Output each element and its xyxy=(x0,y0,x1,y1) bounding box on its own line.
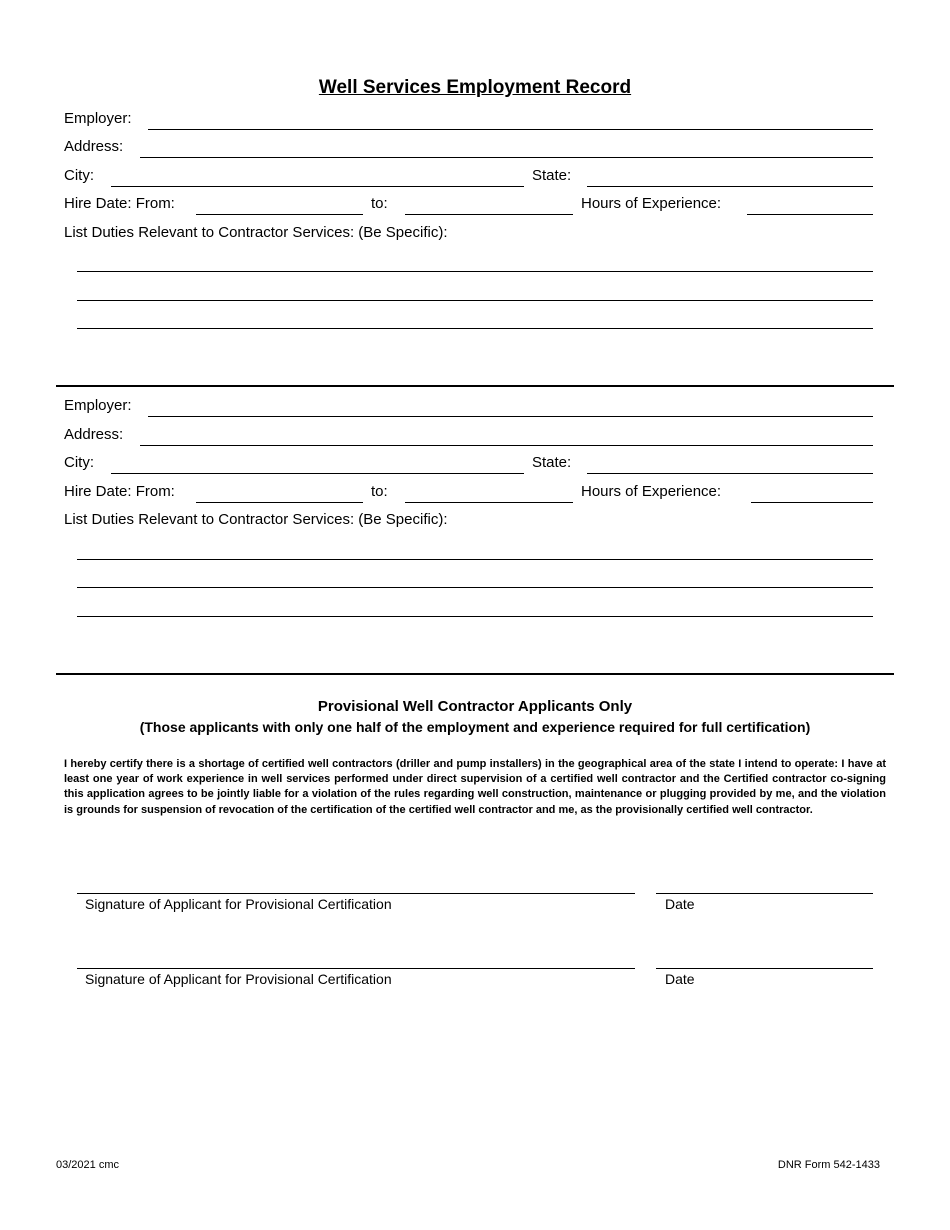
city-label: City: xyxy=(64,454,94,471)
date-line-1[interactable] xyxy=(656,893,873,894)
hire-date-from-field[interactable] xyxy=(196,502,363,503)
employer-field[interactable] xyxy=(148,416,873,417)
address-label: Address: xyxy=(64,426,124,443)
hire-date-to-field[interactable] xyxy=(405,502,573,503)
city-field[interactable] xyxy=(111,186,524,187)
hire-date-to-label: to: xyxy=(371,195,388,212)
duties-line-2[interactable] xyxy=(77,587,873,588)
hire-date-from-label: Hire Date: From: xyxy=(64,483,175,500)
section-divider-2 xyxy=(56,673,894,675)
hours-experience-field[interactable] xyxy=(751,502,873,503)
date-line-2[interactable] xyxy=(656,968,873,969)
state-label: State: xyxy=(532,167,572,184)
address-field[interactable] xyxy=(140,445,873,446)
duties-line-1[interactable] xyxy=(77,559,873,560)
duties-line-1[interactable] xyxy=(77,271,873,272)
footer-revision: 03/2021 cmc xyxy=(56,1159,119,1171)
hire-date-from-label: Hire Date: From: xyxy=(64,195,175,212)
date-label-2: Date xyxy=(665,971,695,987)
city-label: City: xyxy=(64,167,94,184)
footer-form-number: DNR Form 542-1433 xyxy=(777,1159,880,1171)
provisional-title: Provisional Well Contractor Applicants Only xyxy=(317,698,633,715)
address-field[interactable] xyxy=(140,157,873,158)
date-label-1: Date xyxy=(665,896,695,912)
address-label: Address: xyxy=(64,138,124,155)
provisional-subtitle: (Those applicants with only one half of the employment and experience required for full certification) xyxy=(139,719,811,735)
signature-line-2[interactable] xyxy=(77,968,635,969)
hire-date-to-field[interactable] xyxy=(405,214,573,215)
city-field[interactable] xyxy=(111,473,524,474)
page-title: Well Services Employment Record xyxy=(318,77,632,98)
hire-date-to-label: to: xyxy=(371,483,388,500)
state-field[interactable] xyxy=(587,186,873,187)
duties-line-3[interactable] xyxy=(77,616,873,617)
duties-line-3[interactable] xyxy=(77,328,873,329)
hire-date-from-field[interactable] xyxy=(196,214,363,215)
signature-label-2: Signature of Applicant for Provisional Certification xyxy=(85,971,392,987)
hours-experience-field[interactable] xyxy=(747,214,873,215)
state-label: State: xyxy=(532,454,572,471)
state-field[interactable] xyxy=(587,473,873,474)
certification-statement: I hereby certify there is a shortage of certified well contractors (driller and pump installers) in the geographical area of the state I intend to operate: I have at least one year of work experience in well services performed under direct supervision of a certified well contractor and the Certified contractor co-signing this application agrees to be jointly liable for a violation of the rules regarding well construction, maintenance or plugging provided by me, and the violation is grounds for suspension of revocation of the certification of the certified well contractor and me, as the provisionally certified well contractor. xyxy=(64,758,886,816)
employer-label: Employer: xyxy=(64,397,132,414)
duties-line-2[interactable] xyxy=(77,300,873,301)
hours-experience-label: Hours of Experience: xyxy=(581,195,722,212)
section-divider-1 xyxy=(56,385,894,387)
duties-label: List Duties Relevant to Contractor Services: (Be Specific): xyxy=(64,224,448,241)
signature-line-1[interactable] xyxy=(77,893,635,894)
duties-label: List Duties Relevant to Contractor Services: (Be Specific): xyxy=(64,511,448,528)
signature-label-1: Signature of Applicant for Provisional Certification xyxy=(85,896,392,912)
employer-field[interactable] xyxy=(148,129,873,130)
employer-label: Employer: xyxy=(64,110,132,127)
hours-experience-label: Hours of Experience: xyxy=(581,483,722,500)
